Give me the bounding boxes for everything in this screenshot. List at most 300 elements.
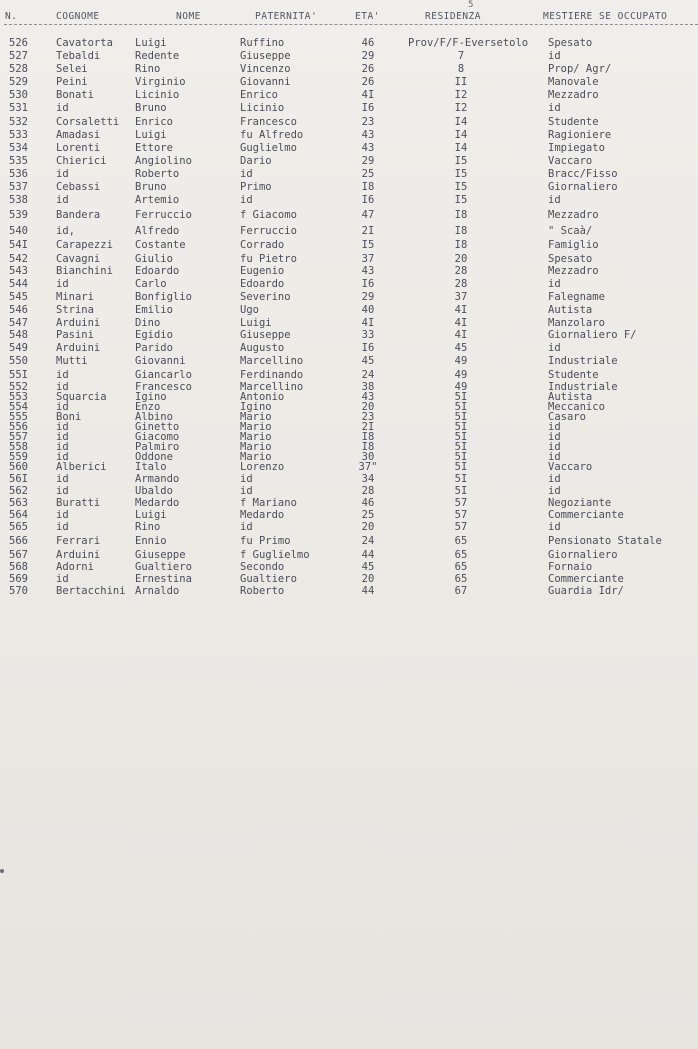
- cell-mestiere: Guardia Idr/: [548, 585, 624, 597]
- cell-eta: 45: [361, 561, 375, 573]
- cell-mestiere: Manovale: [548, 76, 599, 88]
- cell-mestiere: id: [548, 194, 561, 206]
- cell-mestiere: Giornaliero: [548, 549, 618, 561]
- cell-paternita: Marcellino: [240, 381, 304, 393]
- cell-cognome: Arduini: [56, 317, 101, 329]
- cell-mestiere: Bracc/Fisso: [548, 168, 618, 180]
- cell-nome: Ennio: [135, 535, 167, 547]
- cell-nome: Edoardo: [135, 265, 180, 277]
- cell-residenza: 4I: [454, 329, 468, 341]
- cell-paternita: Lorenzo: [240, 461, 285, 473]
- cell-eta: I6: [361, 102, 375, 114]
- cell-nome: Giuseppe: [135, 549, 186, 561]
- cell-eta: I6: [361, 278, 375, 290]
- table-row: [0, 209, 698, 221]
- cell-n: 568: [9, 561, 28, 573]
- cell-n: 536: [9, 168, 28, 180]
- cell-n: 535: [9, 155, 28, 167]
- cell-residenza: 65: [454, 549, 468, 561]
- table-row: [0, 239, 698, 251]
- cell-residenza: 5I: [454, 485, 468, 497]
- cell-n: 538: [9, 194, 28, 206]
- cell-paternita: Mario: [240, 411, 272, 423]
- table-row: [0, 168, 698, 180]
- cell-n: 559: [9, 451, 28, 463]
- cell-mestiere: Casaro: [548, 411, 586, 423]
- cell-residenza: 28: [454, 265, 468, 277]
- cell-n: 554: [9, 401, 28, 413]
- cell-residenza: 4I: [454, 317, 468, 329]
- cell-mestiere: Studente: [548, 369, 599, 381]
- cell-paternita: Marcellino: [240, 355, 304, 367]
- table-row: [0, 63, 698, 75]
- cell-paternita: id: [240, 485, 253, 497]
- cell-eta: 20: [361, 401, 375, 413]
- cell-cognome: Carapezzi: [56, 239, 113, 251]
- cell-n: 530: [9, 89, 28, 101]
- cell-residenza: 5I: [454, 473, 468, 485]
- cell-n: 547: [9, 317, 28, 329]
- cell-residenza: 37: [454, 291, 468, 303]
- cell-mestiere: Negoziante: [548, 497, 612, 509]
- cell-cognome: id: [56, 369, 69, 381]
- cell-residenza: I8: [454, 239, 468, 251]
- cell-n: 562: [9, 485, 28, 497]
- cell-eta: I8: [361, 431, 375, 443]
- header-mestiere: MESTIERE SE OCCUPATO: [543, 11, 668, 22]
- cell-nome: Luigi: [135, 509, 167, 521]
- cell-eta: 43: [361, 129, 375, 141]
- cell-nome: Dino: [135, 317, 161, 329]
- cell-cognome: id: [56, 102, 69, 114]
- cell-nome: Giacomo: [135, 431, 180, 443]
- cell-n: 56I: [9, 473, 28, 485]
- table-row: [0, 291, 698, 303]
- table-row: [0, 317, 698, 329]
- cell-eta: 20: [361, 521, 375, 533]
- cell-paternita: Secondo: [240, 561, 285, 573]
- cell-cognome: Ferrari: [56, 535, 101, 547]
- cell-cognome: Alberici: [56, 461, 107, 473]
- cell-mestiere: " Scaà/: [548, 225, 593, 237]
- cell-residenza: 5I: [454, 431, 468, 443]
- cell-nome: Bruno: [135, 102, 167, 114]
- cell-nome: Egidio: [135, 329, 173, 341]
- table-row: [0, 155, 698, 167]
- cell-paternita: fu Pietro: [240, 253, 297, 265]
- cell-nome: Carlo: [135, 278, 167, 290]
- cell-nome: Francesco: [135, 381, 192, 393]
- cell-residenza: 5I: [454, 411, 468, 423]
- cell-nome: Enrico: [135, 116, 173, 128]
- cell-eta: 38: [361, 381, 375, 393]
- cell-cognome: id: [56, 485, 69, 497]
- cell-n: 526: [9, 37, 28, 49]
- cell-eta: 25: [361, 509, 375, 521]
- cell-eta: I5: [361, 239, 375, 251]
- cell-cognome: id: [56, 573, 69, 585]
- table-row: [0, 585, 698, 597]
- cell-cognome: Selei: [56, 63, 88, 75]
- cell-cognome: Bandera: [56, 209, 101, 221]
- cell-cognome: Cavatorta: [56, 37, 113, 49]
- cell-paternita: fu Alfredo: [240, 129, 304, 141]
- cell-n: 546: [9, 304, 28, 316]
- table-row: [0, 473, 698, 485]
- cell-mestiere: Vaccaro: [548, 155, 593, 167]
- cell-cognome: Corsaletti: [56, 116, 120, 128]
- cell-mestiere: Industriale: [548, 355, 618, 367]
- cell-paternita: Mario: [240, 441, 272, 453]
- cell-nome: Bruno: [135, 181, 167, 193]
- cell-eta: 4I: [361, 89, 375, 101]
- cell-residenza: 49: [454, 369, 468, 381]
- cell-n: 556: [9, 421, 28, 433]
- cell-residenza: 8: [457, 63, 465, 75]
- cell-eta: 33: [361, 329, 375, 341]
- cell-cognome: Arduini: [56, 549, 101, 561]
- cell-cognome: Lorenti: [56, 142, 101, 154]
- cell-eta: 44: [361, 549, 375, 561]
- table-row: [0, 50, 698, 62]
- cell-nome: Armando: [135, 473, 180, 485]
- cell-nome: Angiolino: [135, 155, 192, 167]
- corner-mark: 5: [468, 0, 474, 10]
- cell-mestiere: id: [548, 473, 561, 485]
- cell-cognome: Arduini: [56, 342, 101, 354]
- cell-paternita: id: [240, 521, 253, 533]
- cell-eta: I6: [361, 194, 375, 206]
- table-row: [0, 573, 698, 585]
- cell-n: 548: [9, 329, 28, 341]
- cell-eta: 20: [361, 573, 375, 585]
- cell-eta: 29: [361, 155, 375, 167]
- cell-nome: Giulio: [135, 253, 173, 265]
- table-row: [0, 355, 698, 367]
- table-row: [0, 485, 698, 497]
- cell-mestiere: Pensionato Statale: [548, 535, 662, 547]
- cell-n: 529: [9, 76, 28, 88]
- cell-eta: 30: [361, 451, 375, 463]
- cell-paternita: Enrico: [240, 89, 278, 101]
- cell-nome: Virginio: [135, 76, 186, 88]
- table-row: [0, 497, 698, 509]
- cell-n: 543: [9, 265, 28, 277]
- cell-eta: 26: [361, 76, 375, 88]
- cell-mestiere: Famiglio: [548, 239, 599, 251]
- cell-eta: 28: [361, 485, 375, 497]
- cell-eta: 23: [361, 116, 375, 128]
- cell-eta: 43: [361, 142, 375, 154]
- cell-paternita: f Giacomo: [240, 209, 297, 221]
- cell-n: 553: [9, 391, 28, 403]
- cell-mestiere: id: [548, 521, 561, 533]
- cell-residenza: 5I: [454, 421, 468, 433]
- cell-residenza: I5: [454, 168, 468, 180]
- cell-cognome: id: [56, 451, 69, 463]
- cell-mestiere: id: [548, 485, 561, 497]
- cell-residenza: 5I: [454, 451, 468, 463]
- cell-residenza: 65: [454, 535, 468, 547]
- cell-eta: 43: [361, 391, 375, 403]
- cell-paternita: Ugo: [240, 304, 259, 316]
- cell-cognome: Minari: [56, 291, 94, 303]
- table-row: [0, 369, 698, 381]
- cell-residenza: 5I: [454, 401, 468, 413]
- table-row: [0, 194, 698, 206]
- cell-cognome: Bonati: [56, 89, 94, 101]
- cell-cognome: Bertacchini: [56, 585, 126, 597]
- cell-mestiere: id: [548, 431, 561, 443]
- cell-nome: Rino: [135, 63, 161, 75]
- table-row: [0, 89, 698, 101]
- cell-eta: I8: [361, 441, 375, 453]
- cell-mestiere: Manzolaro: [548, 317, 605, 329]
- cell-residenza: 67: [454, 585, 468, 597]
- table-row: [0, 102, 698, 114]
- cell-mestiere: id: [548, 451, 561, 463]
- cell-mestiere: Prop/ Agr/: [548, 63, 612, 75]
- cell-mestiere: Giornaliero F/: [548, 329, 637, 341]
- cell-eta: I8: [361, 181, 375, 193]
- cell-paternita: id: [240, 473, 253, 485]
- header-rule: [4, 24, 698, 25]
- cell-residenza: 65: [454, 561, 468, 573]
- cell-cognome: Strina: [56, 304, 94, 316]
- cell-n: 539: [9, 209, 28, 221]
- cell-residenza: 49: [454, 381, 468, 393]
- cell-residenza: I5: [454, 181, 468, 193]
- cell-eta: 43: [361, 265, 375, 277]
- cell-cognome: Tebaldi: [56, 50, 101, 62]
- cell-eta: 40: [361, 304, 375, 316]
- cell-cognome: id: [56, 401, 69, 413]
- cell-paternita: Vincenzo: [240, 63, 291, 75]
- table-row: [0, 342, 698, 354]
- header-cognome: COGNOME: [56, 11, 100, 22]
- cell-n: 55I: [9, 369, 28, 381]
- cell-eta: 4I: [361, 317, 375, 329]
- cell-nome: Igino: [135, 391, 167, 403]
- cell-mestiere: Studente: [548, 116, 599, 128]
- cell-n: 567: [9, 549, 28, 561]
- cell-cognome: id: [56, 521, 69, 533]
- cell-mestiere: Mezzadro: [548, 209, 599, 221]
- cell-nome: Emilio: [135, 304, 173, 316]
- cell-eta: 37: [361, 253, 375, 265]
- cell-n: 545: [9, 291, 28, 303]
- cell-eta: 45: [361, 355, 375, 367]
- cell-paternita: Mario: [240, 431, 272, 443]
- cell-mestiere: Commerciante: [548, 509, 624, 521]
- cell-n: 542: [9, 253, 28, 265]
- cell-mestiere: id: [548, 342, 561, 354]
- cell-residenza: 28: [454, 278, 468, 290]
- cell-cognome: Cebassi: [56, 181, 101, 193]
- cell-nome: Luigi: [135, 37, 167, 49]
- cell-n: 555: [9, 411, 28, 423]
- cell-n: 566: [9, 535, 28, 547]
- cell-eta: 23: [361, 411, 375, 423]
- cell-n: 563: [9, 497, 28, 509]
- cell-cognome: Chierici: [56, 155, 107, 167]
- cell-cognome: id: [56, 168, 69, 180]
- cell-paternita: Luigi: [240, 317, 272, 329]
- cell-cognome: id: [56, 441, 69, 453]
- table-row: [0, 278, 698, 290]
- header-residenza: RESIDENZA: [425, 11, 481, 22]
- cell-residenza: 5I: [454, 391, 468, 403]
- cell-n: 534: [9, 142, 28, 154]
- cell-nome: Rino: [135, 521, 161, 533]
- cell-residenza: II: [454, 76, 468, 88]
- cell-eta: 44: [361, 585, 375, 597]
- cell-paternita: fu Primo: [240, 535, 291, 547]
- table-row: [0, 304, 698, 316]
- cell-residenza: 20: [454, 253, 468, 265]
- cell-mestiere: Spesato: [548, 37, 593, 49]
- cell-paternita: Eugenio: [240, 265, 285, 277]
- cell-residenza: Prov/F/F-Eversetolo: [408, 37, 529, 49]
- cell-n: 540: [9, 225, 28, 237]
- cell-cognome: Pasini: [56, 329, 94, 341]
- cell-n: 570: [9, 585, 28, 597]
- cell-cognome: id: [56, 431, 69, 443]
- cell-mestiere: id: [548, 278, 561, 290]
- cell-eta: 24: [361, 369, 375, 381]
- table-row: [0, 549, 698, 561]
- cell-mestiere: id: [548, 50, 561, 62]
- cell-residenza: I5: [454, 155, 468, 167]
- cell-paternita: f Mariano: [240, 497, 297, 509]
- cell-paternita: Mario: [240, 451, 272, 463]
- table-header: [0, 11, 698, 25]
- cell-residenza: I4: [454, 116, 468, 128]
- cell-n: 560: [9, 461, 28, 473]
- cell-nome: Enzo: [135, 401, 161, 413]
- header-paternita: PATERNITA': [255, 11, 318, 22]
- cell-paternita: Roberto: [240, 585, 285, 597]
- table-row: [0, 76, 698, 88]
- cell-paternita: f Guglielmo: [240, 549, 310, 561]
- table-row: [0, 129, 698, 141]
- cell-residenza: 57: [454, 509, 468, 521]
- cell-eta: 47: [361, 209, 375, 221]
- cell-n: 544: [9, 278, 28, 290]
- cell-residenza: I8: [454, 225, 468, 237]
- cell-cognome: id: [56, 473, 69, 485]
- cell-nome: Luigi: [135, 129, 167, 141]
- cell-n: 531: [9, 102, 28, 114]
- cell-n: 533: [9, 129, 28, 141]
- cell-residenza: 45: [454, 342, 468, 354]
- cell-eta: 29: [361, 291, 375, 303]
- table-row: [0, 265, 698, 277]
- cell-mestiere: Vaccaro: [548, 461, 593, 473]
- cell-n: 54I: [9, 239, 28, 251]
- cell-n: 552: [9, 381, 28, 393]
- cell-cognome: id: [56, 509, 69, 521]
- cell-eta: 34: [361, 473, 375, 485]
- cell-paternita: Dario: [240, 155, 272, 167]
- cell-mestiere: Ragioniere: [548, 129, 612, 141]
- cell-cognome: Buratti: [56, 497, 101, 509]
- cell-nome: Parido: [135, 342, 173, 354]
- cell-cognome: id: [56, 278, 69, 290]
- cell-paternita: Edoardo: [240, 278, 285, 290]
- cell-nome: Artemio: [135, 194, 180, 206]
- table-row: [0, 509, 698, 521]
- cell-residenza: I4: [454, 129, 468, 141]
- cell-nome: Ginetto: [135, 421, 180, 433]
- cell-mestiere: Commerciante: [548, 573, 624, 585]
- cell-mestiere: Autista: [548, 391, 593, 403]
- page-mark: [0, 869, 4, 873]
- cell-n: 557: [9, 431, 28, 443]
- header-n: N.: [5, 11, 18, 22]
- cell-residenza: 4I: [454, 304, 468, 316]
- cell-residenza: I4: [454, 142, 468, 154]
- cell-paternita: Guglielmo: [240, 142, 297, 154]
- cell-mestiere: id: [548, 441, 561, 453]
- table-row: [0, 521, 698, 533]
- cell-cognome: Peini: [56, 76, 88, 88]
- header-nome: NOME: [176, 11, 201, 22]
- cell-paternita: Mario: [240, 421, 272, 433]
- cell-residenza: 5I: [454, 461, 468, 473]
- cell-nome: Oddone: [135, 451, 173, 463]
- cell-cognome: Amadasi: [56, 129, 101, 141]
- cell-cognome: id: [56, 194, 69, 206]
- table-row: [0, 181, 698, 193]
- table-row: [0, 535, 698, 547]
- cell-paternita: Ferruccio: [240, 225, 297, 237]
- cell-mestiere: Mezzadro: [548, 265, 599, 277]
- cell-n: 558: [9, 441, 28, 453]
- cell-nome: Costante: [135, 239, 186, 251]
- cell-nome: Italo: [135, 461, 167, 473]
- cell-residenza: 7: [457, 50, 465, 62]
- header-eta: ETA': [355, 11, 380, 22]
- table-row: [0, 142, 698, 154]
- cell-eta: 2I: [361, 421, 375, 433]
- cell-n: 537: [9, 181, 28, 193]
- cell-nome: Albino: [135, 411, 173, 423]
- cell-cognome: id: [56, 381, 69, 393]
- cell-residenza: 5I: [454, 441, 468, 453]
- cell-eta: 37": [358, 461, 378, 473]
- cell-n: 528: [9, 63, 28, 75]
- cell-eta: 26: [361, 63, 375, 75]
- cell-nome: Giovanni: [135, 355, 186, 367]
- cell-paternita: Licinio: [240, 102, 285, 114]
- cell-eta: I6: [361, 342, 375, 354]
- cell-paternita: Ruffino: [240, 37, 285, 49]
- cell-cognome: Boni: [56, 411, 82, 423]
- cell-nome: Palmiro: [135, 441, 180, 453]
- cell-eta: 29: [361, 50, 375, 62]
- table-row: [0, 253, 698, 265]
- cell-cognome: id,: [56, 225, 75, 237]
- cell-mestiere: id: [548, 421, 561, 433]
- table-row: [0, 561, 698, 573]
- cell-mestiere: Meccanico: [548, 401, 605, 413]
- cell-nome: Ubaldo: [135, 485, 173, 497]
- table-row: [0, 225, 698, 237]
- cell-nome: Alfredo: [135, 225, 180, 237]
- cell-paternita: Severino: [240, 291, 291, 303]
- cell-nome: Redente: [135, 50, 180, 62]
